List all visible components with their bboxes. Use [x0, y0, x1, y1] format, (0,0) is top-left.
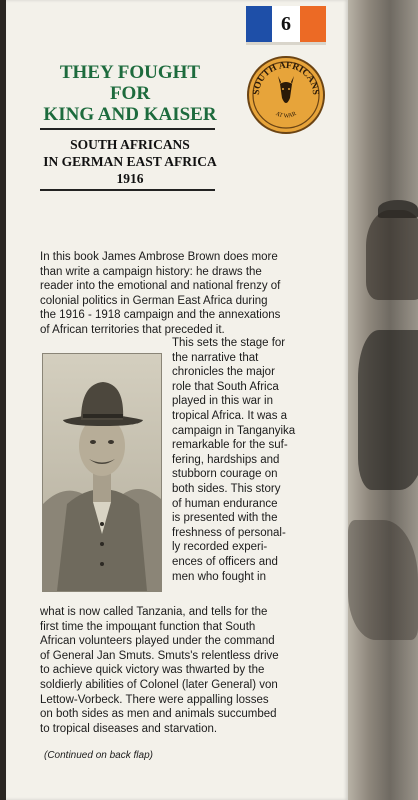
- text-line: men who fought in: [172, 570, 266, 583]
- text-line: tropical Africa. It was a: [172, 409, 288, 422]
- text-line: of General Jan Smuts. Smuts's relentless drive: [40, 649, 279, 662]
- illustration-figure: [366, 210, 418, 300]
- logo-bottom-text: AT WAR: [274, 111, 298, 120]
- text-line: chronicles the major: [172, 366, 275, 379]
- illustration-body: [358, 330, 418, 490]
- illustration-ground: [348, 520, 418, 640]
- flag-orange: [300, 6, 326, 42]
- continued-note: (Continued on back flap): [44, 750, 153, 761]
- subtitle-line-1: SOUTH AFRICANS: [70, 137, 190, 152]
- text-line: both sides. This story: [172, 482, 281, 495]
- logo-top-text: SOUTH AFRICANS: [251, 60, 321, 96]
- text-line: of African territories that preceded it.: [40, 323, 225, 336]
- text-line: ly recorded experi-: [172, 541, 268, 554]
- flag-stripe: [246, 42, 326, 45]
- text-line: This sets the stage for: [172, 337, 286, 349]
- title-line-3: KING AND KAISER: [43, 104, 217, 125]
- side-paragraph: [172, 336, 340, 584]
- text-line: first time the impoщant function that South: [40, 620, 256, 633]
- text-line: Lettow-Vorbeck. There were appalling losses: [40, 693, 269, 706]
- logo-graphic: [249, 58, 323, 132]
- subtitle-line-3: 1916: [116, 171, 144, 186]
- series-flag: [246, 6, 326, 42]
- text-line: is presented with the: [172, 512, 278, 525]
- portrait-officer-image: [43, 354, 161, 591]
- text-line: ences of officers and: [172, 555, 278, 568]
- text-line: to tropical diseases and starvation.: [40, 722, 218, 735]
- text-line: stubborn courage on: [172, 468, 278, 481]
- portrait-photo: [42, 353, 162, 592]
- title-rule-bottom: [40, 189, 215, 191]
- text-line: freshness of personal-: [172, 526, 286, 539]
- text-line: In this book James Ambrose Brown does more: [40, 251, 278, 263]
- text-line: soldierly abilities of Colonel (later General) von: [40, 678, 278, 691]
- text-line: campaign in Tanganyika: [172, 424, 296, 437]
- text-line: African volunteers played under the command: [40, 635, 275, 648]
- series-number: 6: [281, 12, 291, 35]
- text-line: played in this war in: [172, 395, 273, 408]
- text-line: reader into the emotional and national frenzy of: [40, 280, 281, 293]
- title-rule-top: [40, 128, 215, 130]
- flag-white: [272, 6, 300, 42]
- text-line: than write a campaign history: he draws the: [40, 265, 262, 278]
- book-title: [30, 62, 230, 125]
- intro-paragraph: [40, 250, 340, 338]
- flag-blue: [246, 6, 272, 42]
- book-subtitle: [30, 136, 230, 187]
- text-line: on both sides as men and animals succumbed: [40, 708, 277, 721]
- text-line: of human endurance: [172, 497, 278, 510]
- title-line-1: THEY FOUGHT: [59, 62, 201, 83]
- south-africans-at-war-logo: [247, 56, 325, 134]
- springbok-head-icon: [278, 76, 294, 103]
- text-line: fering, hardships and: [172, 453, 280, 466]
- bottom-paragraph: [40, 605, 340, 736]
- subtitle-line-2: IN GERMAN EAST AFRICA: [43, 154, 217, 169]
- text-line: colonial politics in German East Africa during: [40, 294, 268, 307]
- text-line: what is now called Tanzania, and tells for the: [40, 606, 268, 618]
- cover-illustration: [348, 0, 418, 800]
- text-line: the narrative that: [172, 351, 259, 364]
- text-line: remarkable for the suf-: [172, 439, 288, 452]
- text-line: role that South Africa: [172, 380, 279, 393]
- title-line-2: FOR: [109, 83, 151, 104]
- text-line: the 1916 - 1918 campaign and the annexations: [40, 309, 281, 322]
- text-line: to achieve quick victory was thwarted by the: [40, 664, 265, 677]
